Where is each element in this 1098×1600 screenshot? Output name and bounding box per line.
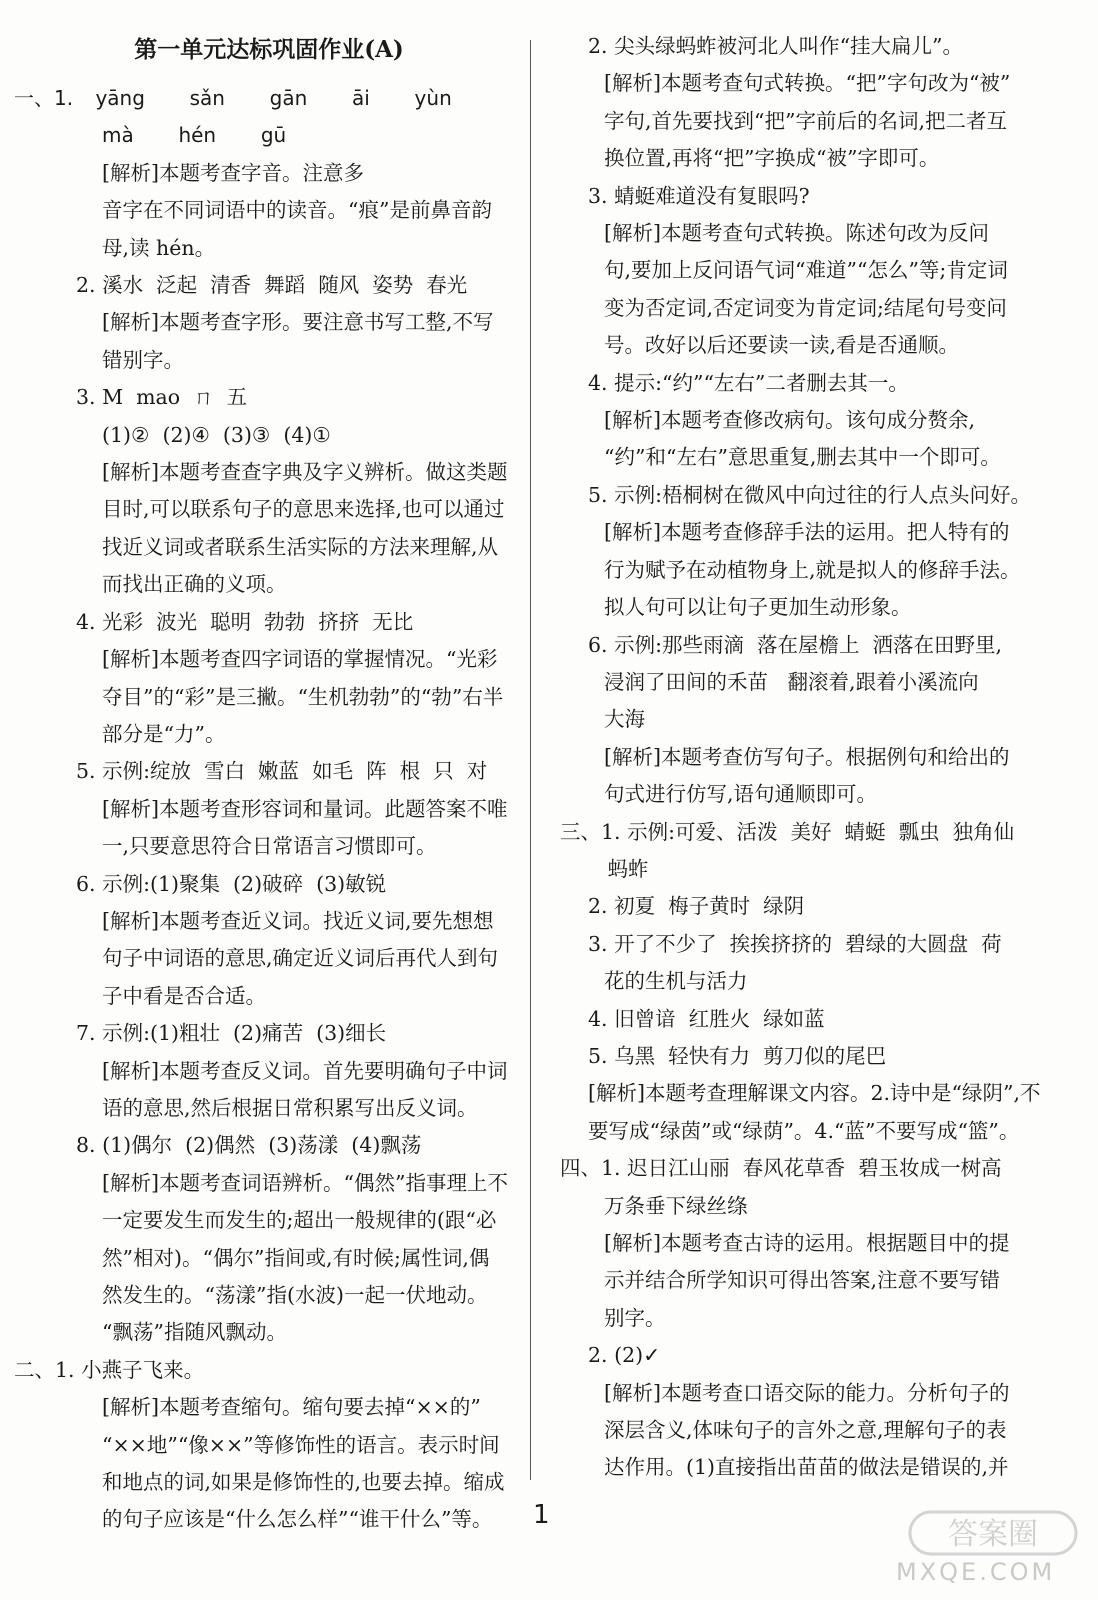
text-line: [解析]本题考查字形。要注意书写工整,不写: [102, 310, 494, 335]
text-line: [解析]本题考查修改病句。该句成分赘余,: [604, 408, 976, 433]
text-line: 6. 示例:(1)聚集 (2)破碎 (3)敏锐: [76, 871, 387, 896]
text-line: 4. 光彩 波光 聪明 勃勃 挤挤 无比: [76, 609, 414, 634]
text-line: [解析]本题考查古诗的运用。根据题目中的提: [604, 1231, 1010, 1255]
text-line: 4. 旧曾谙 红胜火 绿如蓝: [588, 1006, 825, 1031]
text-line: [解析]本题考查口语交际的能力。分析句子的: [604, 1380, 1010, 1405]
text-line: 3. 蜻蜓难道没有复眼吗?: [588, 183, 810, 208]
text-line: 一、1. yāng sǎn gān āi yùn: [14, 86, 452, 110]
text-line: 3. M mao ㄇ 五: [76, 385, 248, 410]
text-line: 然”相对)。“偶尔”指间或,有时候;属性词,偶: [102, 1245, 490, 1270]
text-line: 花的生机与活力: [604, 969, 748, 994]
watermark-url: MXQE.COM: [896, 1558, 1056, 1586]
text-line: 8. (1)偶尔 (2)偶然 (3)荡漾 (4)飘荡: [76, 1133, 422, 1158]
text-line: [解析]本题考查查字典及字义辨析。做这类题: [102, 460, 508, 485]
text-line: 浸润了田间的禾苗 翻滚着,跟着小溪流向: [604, 669, 979, 694]
watermark-logo-text: 答案圈: [948, 1517, 1038, 1552]
text-line: 2. (2)✓: [588, 1343, 661, 1368]
text-line: [解析]本题考查理解课文内容。2.诗中是“绿阴”,不: [588, 1081, 1041, 1106]
page-number: 1: [533, 1500, 550, 1530]
text-line: 5. 乌黑 轻快有力 剪刀似的尾巴: [588, 1043, 887, 1068]
text-line: [解析]本题考查修辞手法的运用。把人特有的: [604, 520, 1010, 545]
text-line: [解析]本题考查缩句。缩句要去掉“××的”: [102, 1395, 481, 1420]
text-line: [解析]本题考查近义词。找近义词,要先想想: [102, 908, 494, 933]
text-line: “约”和“左右”意思重复,删去其中一个即可。: [604, 445, 1001, 470]
text-line: 的句子应该是“什么怎么样”“谁干什么”等。: [102, 1507, 493, 1532]
text-line: [解析]本题考查句式转换。陈述句改为反问: [604, 221, 989, 246]
text-line: 二、1. 小燕子飞来。: [14, 1357, 205, 1382]
text-line: “飘荡”指随风飘动。: [102, 1320, 287, 1345]
text-line: 要写成“绿茵”或“绿荫”。4.“蓝”不要写成“篮”。: [588, 1118, 1020, 1143]
text-line: 母,读 hén。: [102, 235, 216, 260]
text-line: “××地”“像××”等修饰性的语言。表示时间: [102, 1432, 500, 1457]
text-line: 而找出正确的义项。: [102, 572, 287, 597]
text-line: 4. 提示:“约”“左右”二者删去其一。: [588, 370, 909, 395]
text-line: [解析]本题考查形容词和量词。此题答案不唯: [102, 796, 508, 821]
text-line: 三、1. 示例:可爱、活泼 美好 蜻蜓 瓢虫 独角仙: [560, 819, 1015, 844]
text-line: 和地点的词,如果是修饰性的,也要去掉。缩成: [102, 1470, 505, 1495]
text-line: 句子中词语的意思,确定近义词后再代人到句: [102, 946, 499, 971]
text-line: [解析]本题考查反义词。首先要明确句子中词: [102, 1058, 508, 1083]
text-line: 示并结合所学知识可得出答案,注意不要写错: [604, 1268, 1001, 1293]
right-column-lines: [548, 28, 1044, 1487]
page-title: 第一单元达标巩固作业(A): [134, 36, 404, 63]
text-line: 号。改好以后还要读一读,看是否通顺。: [604, 333, 960, 358]
left-column-lines: [14, 80, 524, 1539]
text-line: 7. 示例:(1)粗壮 (2)痛苦 (3)细长: [76, 1021, 387, 1046]
text-line: 蚂蚱: [588, 856, 649, 881]
column-divider: [530, 40, 531, 1480]
text-line: 句,要加上反问语气词“难道”“怎么”等;肯定词: [604, 258, 1008, 283]
text-line: 一定要发生而发生的;超出一般规律的(跟“必: [102, 1208, 497, 1233]
text-line: 子中看是否合适。: [102, 983, 266, 1008]
text-line: 别字。: [604, 1305, 666, 1330]
right-column: [548, 28, 1044, 1487]
text-line: [解析]本题考查词语辨析。“偶然”指事理上不: [102, 1170, 508, 1195]
text-line: 然发生的。“荡漾”指(水波)一起一伏地动。: [102, 1283, 488, 1307]
text-line: 达作用。(1)直接指出苗苗的做法是错误的,并: [604, 1455, 1009, 1480]
text-line: 2. 初夏 梅子黄时 绿阴: [588, 894, 805, 919]
text-line: 万条垂下绿丝绦: [604, 1193, 748, 1218]
text-line: 换位置,再将“把”字换成“被”字即可。: [604, 146, 940, 171]
text-line: 深层含义,体味句子的言外之意,理解句子的表: [604, 1418, 1007, 1443]
text-line: 5. 示例:梧桐树在微风中向过往的行人点头问好。: [588, 482, 1031, 507]
text-line: mà hén gū: [102, 123, 287, 148]
text-line: 拟人句可以让句子更加生动形象。: [604, 595, 912, 620]
text-line: 5. 示例:绽放 雪白 嫩蓝 如毛 阵 根 只 对: [76, 759, 488, 784]
text-line: [解析]本题考查字音。注意多: [102, 160, 364, 185]
text-line: [解析]本题考查句式转换。“把”字句改为“被”: [604, 71, 1011, 96]
text-line: (1)② (2)④ (3)③ (4)①: [102, 422, 331, 447]
text-line: 2. 尖头绿蚂蚱被河北人叫作“挂大扁儿”。: [588, 34, 964, 58]
text-line: 变为否定词,否定词变为肯定词;结尾句号变问: [604, 295, 1007, 320]
text-line: 句式进行仿写,语句通顺即可。: [604, 782, 878, 807]
text-line: 音字在不同词语中的读音。“痕”是前鼻音韵: [102, 198, 492, 223]
watermark: [888, 1508, 1088, 1594]
text-line: 部分是“力”。: [102, 721, 226, 746]
text-line: 错别字。: [102, 347, 184, 372]
text-line: 2. 溪水 泛起 清香 舞蹈 随风 姿势 春光: [76, 273, 468, 298]
text-line: 一,只要意思符合日常语言习惯即可。: [102, 834, 437, 859]
text-line: [解析]本题考查四字词语的掌握情况。“光彩: [102, 647, 498, 672]
watermark-logo-icon: [908, 1508, 1078, 1558]
left-column: [14, 28, 524, 1539]
text-line: 6. 示例:那些雨滴 落在屋檐上 洒落在田野里,: [588, 632, 1003, 657]
text-line: [解析]本题考查仿写句子。根据例句和给出的: [604, 744, 1010, 769]
text-line: 目时,可以联系句子的意思来选择,也可以通过: [102, 497, 505, 522]
text-line: 3. 开了不少了 挨挨挤挤的 碧绿的大圆盘 荷: [588, 931, 1002, 956]
text-line: 四、1. 迟日江山丽 春风花草香 碧玉妆成一树高: [560, 1156, 1002, 1181]
text-line: 大海: [604, 707, 645, 732]
text-line: 行为赋予在动植物身上,就是拟人的修辞手法。: [604, 557, 1021, 582]
text-line: 语的意思,然后根据日常积累写出反义词。: [102, 1095, 478, 1120]
text-line: 夺目”的“彩”是三撇。“生机勃勃”的“勃”右半: [102, 684, 504, 709]
text-line: 字句,首先要找到“把”字前后的名词,把二者互: [604, 108, 1007, 133]
text-line: 找近义词或者联系生活实际的方法来理解,从: [102, 534, 499, 559]
